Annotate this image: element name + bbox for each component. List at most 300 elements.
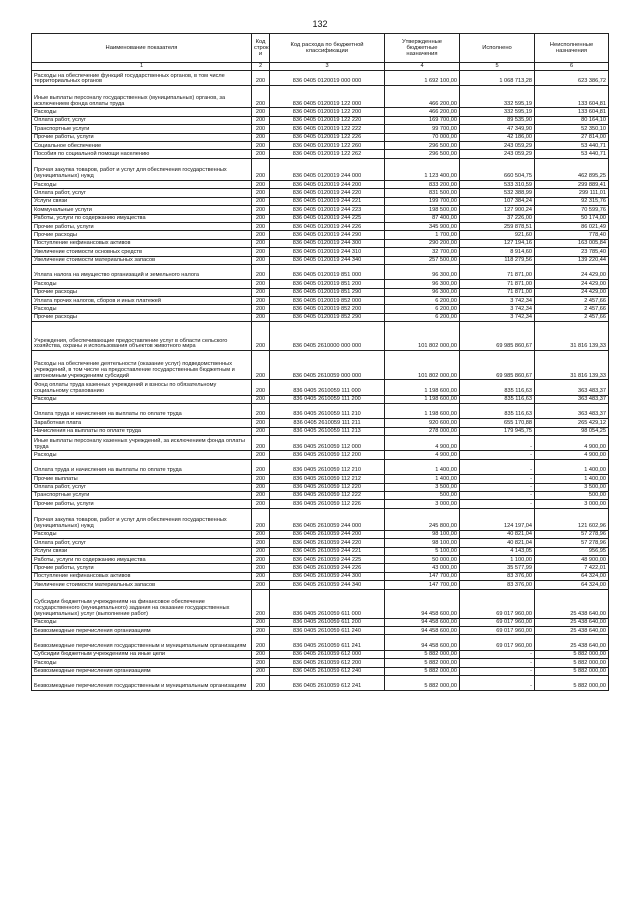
row-unexecuted: 462 895,25 (535, 158, 609, 180)
row-approved: 5 882 000,00 (385, 675, 460, 690)
table-row (32, 659, 609, 667)
column-index: 1 (32, 63, 252, 71)
row-executed: 1 100,00 (460, 556, 535, 564)
table-row (32, 500, 609, 508)
row-code: 200 (252, 427, 270, 435)
row-unexecuted: 363 483,37 (535, 404, 609, 419)
table-row (32, 547, 609, 555)
row-budget-code: 836 0405 0120019 851 200 (270, 280, 385, 288)
table-row (32, 313, 609, 321)
row-approved: 50 000,00 (385, 556, 460, 564)
row-executed: 83 376,00 (460, 581, 535, 589)
row-code: 200 (252, 650, 270, 658)
row-executed: 69 017 960,00 (460, 627, 535, 635)
row-approved: 3 000,00 (385, 500, 460, 508)
row-name: Транспортные услуги (32, 491, 252, 499)
row-unexecuted: 25 438 640,00 (535, 618, 609, 626)
row-budget-code: 836 0405 2610059 112 220 (270, 483, 385, 491)
row-executed: - (460, 436, 535, 451)
row-name: Расходы на обеспечение функций государственных органов, в том числе территориальных органов (32, 71, 252, 86)
row-budget-code: 836 0405 0120019 244 220 (270, 189, 385, 197)
table-row (32, 158, 609, 180)
row-approved: 101 802 000,00 (385, 351, 460, 380)
row-budget-code: 836 0405 2610059 612 000 (270, 650, 385, 658)
row-executed: 533 310,59 (460, 181, 535, 189)
row-executed: - (460, 475, 535, 483)
row-code: 200 (252, 133, 270, 141)
row-approved: 466 200,00 (385, 108, 460, 116)
row-approved: 96 300,00 (385, 264, 460, 279)
row-budget-code: 836 0405 2610059 112 222 (270, 491, 385, 499)
table-row (32, 322, 609, 351)
row-code: 200 (252, 419, 270, 427)
row-executed: 243 059,29 (460, 150, 535, 158)
row-budget-code: 836 0405 2610059 111 200 (270, 395, 385, 403)
table-row (32, 248, 609, 256)
row-name: Услуги связи (32, 547, 252, 555)
table-row (32, 395, 609, 403)
table-row (32, 239, 609, 247)
row-budget-code: 836 0405 2610059 244 225 (270, 556, 385, 564)
row-code: 200 (252, 280, 270, 288)
row-code: 200 (252, 297, 270, 305)
row-budget-code: 836 0405 0120019 244 290 (270, 231, 385, 239)
row-executed: 127 194,16 (460, 239, 535, 247)
row-executed: 8 914,60 (460, 248, 535, 256)
table-row (32, 404, 609, 419)
row-unexecuted: 24 429,00 (535, 264, 609, 279)
column-index: 2 (252, 63, 270, 71)
row-name: Оплата труда и начисления на выплаты по оплате труда (32, 459, 252, 474)
row-code: 200 (252, 635, 270, 650)
row-approved: 920 600,00 (385, 419, 460, 427)
row-code: 200 (252, 108, 270, 116)
row-executed: 3 742,34 (460, 313, 535, 321)
row-approved: 32 700,00 (385, 248, 460, 256)
row-name: Пособия по социальной помощи населению (32, 150, 252, 158)
row-unexecuted: 86 021,49 (535, 222, 609, 230)
row-code: 200 (252, 322, 270, 351)
row-name: Уплата прочих налогов, сборов и иных платежей (32, 297, 252, 305)
row-code: 200 (252, 181, 270, 189)
row-name: Расходы (32, 618, 252, 626)
row-budget-code: 836 0405 2610059 244 200 (270, 530, 385, 538)
table-row (32, 589, 609, 618)
row-name: Субсидии бюджетным учреждениям на иные цели (32, 650, 252, 658)
row-code: 200 (252, 564, 270, 572)
header-budget-code: Код расхода по бюджетной классификации (270, 34, 385, 63)
table-row (32, 627, 609, 635)
row-budget-code: 836 0405 0120019 244 340 (270, 256, 385, 264)
row-unexecuted: 1 400,00 (535, 459, 609, 474)
table-row (32, 419, 609, 427)
row-code: 200 (252, 86, 270, 108)
row-approved: 94 458 600,00 (385, 589, 460, 618)
row-executed: - (460, 451, 535, 459)
row-unexecuted: 24 429,00 (535, 288, 609, 296)
table-row (32, 181, 609, 189)
table-row (32, 222, 609, 230)
row-name: Прочие расходы (32, 313, 252, 321)
row-approved: 1 400,00 (385, 475, 460, 483)
column-index: 4 (385, 63, 460, 71)
row-code: 200 (252, 142, 270, 150)
row-executed: 71 871,00 (460, 288, 535, 296)
row-name: Иные выплаты персоналу казенных учреждений, за исключением фонда оплаты труда (32, 436, 252, 451)
row-unexecuted: 53 440,71 (535, 142, 609, 150)
column-index-row (32, 63, 609, 71)
row-unexecuted: 57 278,96 (535, 530, 609, 538)
column-index: 5 (460, 63, 535, 71)
row-executed: 921,60 (460, 231, 535, 239)
table-row (32, 483, 609, 491)
row-executed: 243 059,29 (460, 142, 535, 150)
row-code: 200 (252, 627, 270, 635)
row-code: 200 (252, 436, 270, 451)
row-unexecuted: 48 900,00 (535, 556, 609, 564)
row-budget-code: 836 0405 2610059 244 000 (270, 508, 385, 530)
row-approved: 5 882 000,00 (385, 659, 460, 667)
row-approved: 466 200,00 (385, 86, 460, 108)
row-name: Работы, услуги по содержанию имущества (32, 556, 252, 564)
row-executed: 69 017 960,00 (460, 618, 535, 626)
row-executed: - (460, 675, 535, 690)
row-executed: 71 871,00 (460, 264, 535, 279)
row-approved: 1 400,00 (385, 459, 460, 474)
row-budget-code: 836 0405 0120019 244 300 (270, 239, 385, 247)
row-unexecuted: 5 882 000,00 (535, 675, 609, 690)
row-code: 200 (252, 351, 270, 380)
column-index: 3 (270, 63, 385, 71)
row-executed: 118 279,56 (460, 256, 535, 264)
row-approved: 245 800,00 (385, 508, 460, 530)
table-row (32, 256, 609, 264)
row-approved: 3 500,00 (385, 483, 460, 491)
row-unexecuted: 25 438 640,00 (535, 589, 609, 618)
table-row (32, 618, 609, 626)
row-budget-code: 836 0405 0120019 852 000 (270, 297, 385, 305)
table-row (32, 305, 609, 313)
table-row (32, 108, 609, 116)
row-executed: 83 376,00 (460, 572, 535, 580)
table-row (32, 125, 609, 133)
row-budget-code: 836 0405 0120019 122 262 (270, 150, 385, 158)
row-approved: 257 500,00 (385, 256, 460, 264)
row-unexecuted: 5 882 000,00 (535, 659, 609, 667)
row-name: Оплата работ, услуг (32, 539, 252, 547)
row-budget-code: 836 0405 2610059 112 212 (270, 475, 385, 483)
row-budget-code: 836 0405 2610059 112 000 (270, 436, 385, 451)
table-row (32, 231, 609, 239)
row-code: 200 (252, 380, 270, 395)
row-budget-code: 836 0405 2610059 112 226 (270, 500, 385, 508)
row-approved: 831 500,00 (385, 189, 460, 197)
row-budget-code: 836 0405 2610059 244 221 (270, 547, 385, 555)
row-unexecuted: 57 278,96 (535, 539, 609, 547)
row-unexecuted: 70 599,76 (535, 206, 609, 214)
row-unexecuted: 5 882 000,00 (535, 650, 609, 658)
row-approved: 833 200,00 (385, 181, 460, 189)
row-executed: 127 900,24 (460, 206, 535, 214)
row-approved: 94 458 600,00 (385, 635, 460, 650)
row-approved: 296 500,00 (385, 142, 460, 150)
row-budget-code: 836 0405 2610059 244 300 (270, 572, 385, 580)
row-approved: 5 882 000,00 (385, 650, 460, 658)
row-name: Оплата работ, услуг (32, 189, 252, 197)
row-budget-code: 836 0405 2610059 244 340 (270, 581, 385, 589)
row-unexecuted: 25 438 640,00 (535, 635, 609, 650)
row-budget-code: 836 0405 2610059 111 213 (270, 427, 385, 435)
row-executed: 332 595,19 (460, 108, 535, 116)
row-code: 200 (252, 214, 270, 222)
row-name: Начисления на выплаты по оплате труда (32, 427, 252, 435)
table-row (32, 675, 609, 690)
row-approved: 296 500,00 (385, 150, 460, 158)
row-approved: 199 700,00 (385, 197, 460, 205)
row-name: Субсидии бюджетным учреждениям на финансовое обеспечение государственного (муниципального) задания на оказание государственных (муниципальных) услуг (выполнение работ) (32, 589, 252, 618)
row-unexecuted: 623 386,72 (535, 71, 609, 86)
row-budget-code: 836 0405 2610059 612 240 (270, 667, 385, 675)
row-executed: 3 742,34 (460, 297, 535, 305)
row-name: Услуги связи (32, 197, 252, 205)
row-unexecuted: 27 814,00 (535, 133, 609, 141)
row-budget-code: 836 0405 2610059 611 200 (270, 618, 385, 626)
row-code: 200 (252, 222, 270, 230)
row-code: 200 (252, 491, 270, 499)
row-code: 200 (252, 206, 270, 214)
row-code: 200 (252, 264, 270, 279)
row-code: 200 (252, 197, 270, 205)
row-executed: 655 170,88 (460, 419, 535, 427)
row-unexecuted: 2 457,66 (535, 313, 609, 321)
header-name: Наименование показателя (32, 34, 252, 63)
table-row (32, 635, 609, 650)
table-row (32, 197, 609, 205)
row-approved: 70 000,00 (385, 133, 460, 141)
row-code: 200 (252, 483, 270, 491)
row-budget-code: 836 0405 0120019 122 000 (270, 86, 385, 108)
row-code: 200 (252, 256, 270, 264)
table-row (32, 297, 609, 305)
row-unexecuted: 52 350,10 (535, 125, 609, 133)
row-approved: 1 198 600,00 (385, 380, 460, 395)
header-unexecuted-label: Неисполненные назначения (549, 41, 594, 54)
row-unexecuted: 2 457,66 (535, 297, 609, 305)
row-unexecuted: 139 220,44 (535, 256, 609, 264)
row-name: Прочие расходы (32, 231, 252, 239)
row-budget-code: 836 0405 0120019 244 225 (270, 214, 385, 222)
header-code (252, 34, 270, 63)
row-unexecuted: 1 400,00 (535, 475, 609, 483)
budget-execution-table (31, 33, 609, 691)
row-executed: 69 985 860,67 (460, 351, 535, 380)
row-unexecuted: 133 604,81 (535, 86, 609, 108)
row-unexecuted: 163 005,84 (535, 239, 609, 247)
table-row (32, 451, 609, 459)
table-row (32, 214, 609, 222)
row-unexecuted: 31 816 139,33 (535, 322, 609, 351)
row-approved: 147 700,00 (385, 581, 460, 589)
row-budget-code: 836 0405 2610059 611 241 (270, 635, 385, 650)
row-unexecuted: 7 422,01 (535, 564, 609, 572)
row-executed: 179 945,75 (460, 427, 535, 435)
row-code: 200 (252, 459, 270, 474)
row-budget-code: 836 0405 2610059 112 200 (270, 451, 385, 459)
row-code: 200 (252, 313, 270, 321)
row-name: Безвозмездные перечисления организациям (32, 627, 252, 635)
row-name: Учреждения, обеспечивающие предоставление услуг в области сельского хозяйства, охраны и использования объектов животного мира (32, 322, 252, 351)
row-approved: 1 198 600,00 (385, 404, 460, 419)
table-row (32, 86, 609, 108)
row-budget-code: 836 0405 0120019 244 221 (270, 197, 385, 205)
row-code: 200 (252, 231, 270, 239)
row-name: Прочие работы, услуги (32, 133, 252, 141)
row-unexecuted: 299 111,01 (535, 189, 609, 197)
row-budget-code: 836 0405 2610000 000 000 (270, 322, 385, 351)
row-name: Прочие выплаты (32, 475, 252, 483)
row-unexecuted: 778,40 (535, 231, 609, 239)
row-executed: - (460, 667, 535, 675)
row-budget-code: 836 0405 2610059 612 200 (270, 659, 385, 667)
table-row (32, 116, 609, 124)
row-budget-code: 836 0405 0120019 244 223 (270, 206, 385, 214)
row-name: Прочие работы, услуги (32, 500, 252, 508)
row-name: Увеличение стоимости материальных запасов (32, 256, 252, 264)
row-approved: 278 000,00 (385, 427, 460, 435)
row-budget-code: 836 0405 2610059 611 000 (270, 589, 385, 618)
row-approved: 6 200,00 (385, 297, 460, 305)
row-unexecuted: 64 324,00 (535, 581, 609, 589)
row-name: Фонд оплаты труда казенных учреждений и взносы по обязательному социальному страхованию (32, 380, 252, 395)
row-code: 200 (252, 572, 270, 580)
row-executed: 835 116,63 (460, 380, 535, 395)
column-index: 6 (535, 63, 609, 71)
row-unexecuted: 64 324,00 (535, 572, 609, 580)
row-name: Расходы (32, 530, 252, 538)
table-row (32, 133, 609, 141)
table-row (32, 491, 609, 499)
row-budget-code: 836 0405 0120019 244 310 (270, 248, 385, 256)
row-budget-code: 836 0405 0120019 852 290 (270, 313, 385, 321)
row-approved: 147 700,00 (385, 572, 460, 580)
row-unexecuted: 31 816 139,33 (535, 351, 609, 380)
row-executed: 71 871,00 (460, 280, 535, 288)
row-name: Увеличение стоимости основных средств (32, 248, 252, 256)
row-name: Безвозмездные перечисления государственным и муниципальным организациям (32, 675, 252, 690)
row-unexecuted: 956,95 (535, 547, 609, 555)
row-approved: 5 882 000,00 (385, 667, 460, 675)
row-executed: 259 878,51 (460, 222, 535, 230)
table-row (32, 667, 609, 675)
table-row (32, 650, 609, 658)
table-row (32, 71, 609, 86)
header-executed: Исполнено (460, 34, 535, 63)
row-unexecuted: 363 483,37 (535, 380, 609, 395)
row-code: 200 (252, 288, 270, 296)
row-name: Иные выплаты персоналу государственных (муниципальных) органов, за исключением фонда оплаты труда (32, 86, 252, 108)
header-unexecuted (535, 34, 609, 63)
row-name: Транспортные услуги (32, 125, 252, 133)
row-name: Заработная плата (32, 419, 252, 427)
row-budget-code: 836 0405 0120019 122 222 (270, 125, 385, 133)
row-executed: 42 186,00 (460, 133, 535, 141)
row-code: 200 (252, 150, 270, 158)
row-approved: 5 100,00 (385, 547, 460, 555)
row-approved: 290 200,00 (385, 239, 460, 247)
row-executed: 47 349,90 (460, 125, 535, 133)
table-row (32, 436, 609, 451)
row-code: 200 (252, 659, 270, 667)
row-name: Расходы (32, 451, 252, 459)
table-row (32, 288, 609, 296)
row-code: 200 (252, 547, 270, 555)
row-code: 200 (252, 500, 270, 508)
table-row (32, 539, 609, 547)
row-executed: 89 535,90 (460, 116, 535, 124)
row-budget-code: 836 0405 0120019 122 226 (270, 133, 385, 141)
row-code: 200 (252, 556, 270, 564)
row-code: 200 (252, 618, 270, 626)
row-budget-code: 836 0405 0120019 244 226 (270, 222, 385, 230)
row-executed: 69 017 960,00 (460, 589, 535, 618)
row-approved: 94 458 600,00 (385, 627, 460, 635)
row-budget-code: 836 0405 2610059 244 220 (270, 539, 385, 547)
header-code-label: Код строк и (254, 38, 269, 58)
row-name: Расходы (32, 108, 252, 116)
row-executed: 3 742,34 (460, 305, 535, 313)
row-budget-code: 836 0405 2610059 111 000 (270, 380, 385, 395)
row-name: Социальное обеспечение (32, 142, 252, 150)
row-approved: 198 500,00 (385, 206, 460, 214)
row-executed: 107 384,24 (460, 197, 535, 205)
row-code: 200 (252, 158, 270, 180)
row-approved: 1 123 400,00 (385, 158, 460, 180)
row-unexecuted: 4 900,00 (535, 436, 609, 451)
row-name: Расходы (32, 395, 252, 403)
row-code: 200 (252, 589, 270, 618)
row-approved: 1 198 600,00 (385, 395, 460, 403)
row-name: Прочие работы, услуги (32, 564, 252, 572)
row-executed: 35 577,99 (460, 564, 535, 572)
row-approved: 6 200,00 (385, 305, 460, 313)
row-approved: 4 900,00 (385, 436, 460, 451)
row-code: 200 (252, 508, 270, 530)
row-code: 200 (252, 667, 270, 675)
row-name: Коммунальные услуги (32, 206, 252, 214)
row-executed: - (460, 659, 535, 667)
row-unexecuted: 24 429,00 (535, 280, 609, 288)
row-unexecuted: 3 500,00 (535, 483, 609, 491)
table-row (32, 380, 609, 395)
row-budget-code: 836 0405 0120019 852 200 (270, 305, 385, 313)
row-code: 200 (252, 71, 270, 86)
row-unexecuted: 363 483,37 (535, 395, 609, 403)
row-name: Оплата работ, услуг (32, 116, 252, 124)
row-budget-code: 836 0405 0120019 244 000 (270, 158, 385, 180)
row-budget-code: 836 0405 0120019 122 260 (270, 142, 385, 150)
row-budget-code: 836 0405 2610059 111 210 (270, 404, 385, 419)
row-executed: 332 595,19 (460, 86, 535, 108)
row-name: Безвозмездные перечисления государственным и муниципальным организациям (32, 635, 252, 650)
row-unexecuted: 133 604,81 (535, 108, 609, 116)
row-budget-code: 836 0405 2610059 112 210 (270, 459, 385, 474)
table-row (32, 351, 609, 380)
row-unexecuted: 500,00 (535, 491, 609, 499)
row-unexecuted: 5 882 000,00 (535, 667, 609, 675)
row-name: Расходы на обеспечение деятельности (оказание услуг) подведомственных учреждений, в том числе на предоставление государственным бюджетным и автономным учреждениям субсидий (32, 351, 252, 380)
row-approved: 98 100,00 (385, 530, 460, 538)
row-code: 200 (252, 189, 270, 197)
